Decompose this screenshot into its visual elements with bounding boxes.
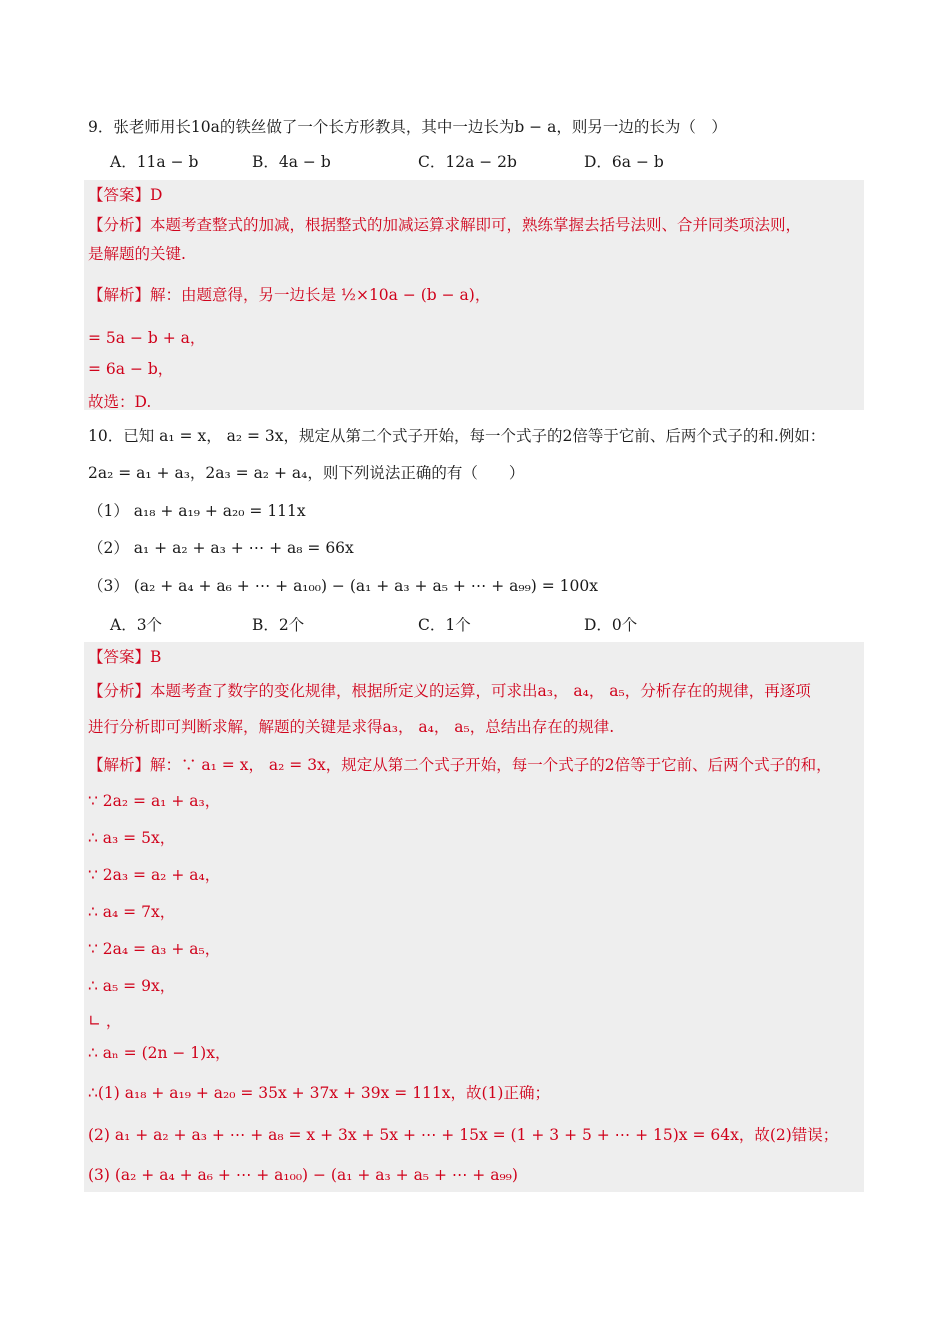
q10-option-d: D．0个	[584, 616, 638, 634]
q9-answer: 【答案】D	[88, 186, 163, 204]
q10-option-c: C．1个	[418, 616, 471, 634]
q9-solution-line-3: = 6a − b，	[88, 360, 174, 378]
q10-solution-line: ∴ a₅ = 9x，	[88, 977, 176, 995]
q9-option-b: B．4a − b	[252, 153, 331, 171]
q10-solution-line: ∟ ，	[88, 1012, 122, 1030]
q9-analysis-line-2: 是解题的关键.	[88, 245, 186, 263]
q10-analysis-line-2: 进行分析即可判断求解，解题的关键是求得a₃， a₄， a₅，总结出存在的规律.	[88, 718, 615, 736]
q9-solution-line-1: 【解析】解：由题意得，另一边长是 ½×10a − (b − a)，	[88, 286, 491, 304]
q10-answer: 【答案】B	[88, 648, 162, 666]
q10-solution-line: ∴ aₙ = (2n − 1)x，	[88, 1044, 231, 1062]
q10-option-b: B．2个	[252, 616, 305, 634]
q9-option-c: C．12a − 2b	[418, 153, 517, 171]
q10-solution-line: ∴(1) a₁₈ + a₁₉ + a₂₀ = 35x + 37x + 39x = 111x，故(1)正确；	[88, 1084, 550, 1102]
q10-stem-line-2: 2a₂ = a₁ + a₃，2a₃ = a₂ + a₄，则下列说法正确的有（ ）	[88, 464, 525, 482]
q10-solution-line: (2) a₁ + a₂ + a₃ + ⋯ + a₈ = x + 3x + 5x + ⋯ + 15x = (1 + 3 + 5 + ⋯ + 15)x = 64x，故(2)错误；	[88, 1126, 839, 1144]
q10-item-2: （2） a₁ + a₂ + a₃ + ⋯ + a₈ = 66x	[88, 539, 354, 557]
q10-item-3: （3） (a₂ + a₄ + a₆ + ⋯ + a₁₀₀) − (a₁ + a₃ + a₅ + ⋯ + a₉₉) = 100x	[88, 577, 598, 595]
q10-analysis-line-1: 【分析】本题考查了数字的变化规律，根据所定义的运算，可求出a₃， a₄， a₅，分析存在的规律，再逐项	[88, 682, 811, 700]
q10-solution-line: ∴ a₄ = 7x，	[88, 903, 176, 921]
q10-solution-line: ∴ a₃ = 5x，	[88, 829, 176, 847]
q10-solution-line: ∵ 2a₃ = a₂ + a₄，	[88, 866, 221, 884]
q10-option-a: A．3个	[110, 616, 163, 634]
q9-option-d: D．6a − b	[584, 153, 664, 171]
q10-item-1: （1） a₁₈ + a₁₉ + a₂₀ = 111x	[88, 502, 306, 520]
q9-option-a: A．11a − b	[110, 153, 199, 171]
q10-solution-line: ∵ 2a₂ = a₁ + a₃，	[88, 792, 221, 810]
q10-solution-line: (3) (a₂ + a₄ + a₆ + ⋯ + a₁₀₀) − (a₁ + a₃ + a₅ + ⋯ + a₉₉)	[88, 1166, 518, 1184]
q10-stem-line-1: 10．已知 a₁ = x， a₂ = 3x，规定从第二个式子开始，每一个式子的2倍等于它前、后两个式子的和.例如：	[88, 427, 826, 445]
q10-solution-line: 【解析】解：∵ a₁ = x， a₂ = 3x，规定从第二个式子开始，每一个式子的2倍等于它前、后两个式子的和，	[88, 756, 832, 774]
q10-solution-line: ∵ 2a₄ = a₃ + a₅，	[88, 940, 221, 958]
q9-solution-line-2: = 5a − b + a，	[88, 329, 206, 347]
q9-analysis-line-1: 【分析】本题考查整式的加减，根据整式的加减运算求解即可，熟练掌握去括号法则、合并同类项法则，	[88, 216, 802, 234]
q9-solution-line-4: 故选：D.	[88, 393, 152, 411]
q9-stem: 9．张老师用长10a的铁丝做了一个长方形教具，其中一边长为b − a，则另一边的长为（ ）	[88, 118, 727, 136]
